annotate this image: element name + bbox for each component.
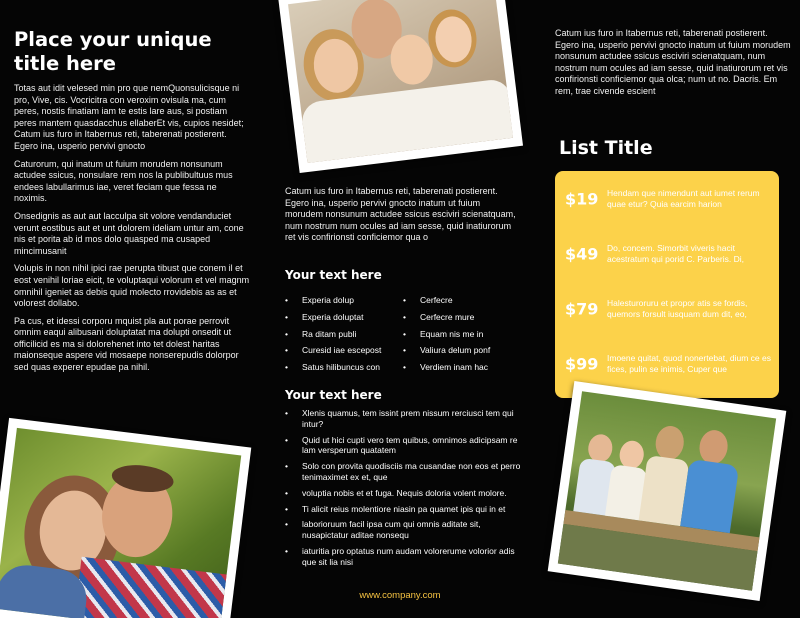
list-item: • Experia doluptat xyxy=(285,309,403,326)
bullet-list-left xyxy=(285,292,403,376)
dock-photo-image xyxy=(558,391,776,591)
list-item: • Experia dolup xyxy=(285,292,403,309)
bullet-list-right xyxy=(403,292,523,376)
list-item: • Verdiem inam hac xyxy=(403,359,523,376)
main-title: Place your unique title here xyxy=(14,28,212,75)
price-list-box xyxy=(555,171,779,398)
left-paragraph: Pa cus, et idessi corporu mquist pla aut porae perrovit omnim eaqui alibusani doluptatat ma dolupti onsedit ut officilicid es ma si dolorehenet into tet dolest haritas maionseque aspere vid mosaepe nonserepudis dolorpor sed quas experer epudae pa nihil. xyxy=(14,315,239,373)
list-item: • Ra ditam publi xyxy=(285,326,403,343)
father-shirt-shape xyxy=(680,459,739,533)
left-paragraph: Onsedignis as aut aut lacculpa sit volore vendanduciet verunt eostibus aut et unt dolorem ideliam untur am, cone nis et porita ab id mos dolo quasped ma cusaped mincimusanit xyxy=(14,210,244,256)
list-item: • laborioruum facil ipsa cum qui omnis aditate sit, nusapictatur aditae nonsequ xyxy=(285,519,521,541)
list-item: • Equam nis me in xyxy=(403,326,523,343)
dock-photo xyxy=(548,381,787,601)
list-title: List Title xyxy=(559,137,653,159)
list-item: • iaturitia pro optatus num audam volorerume volorior adis que sit lia nisi xyxy=(285,546,521,568)
family-photo xyxy=(278,0,523,173)
list-item: • voluptia nobis et et fuga. Nequis doloria volent molore. xyxy=(285,488,521,499)
list-item: • Ti alicit reius molentiore niasin pa quamet ipis qui in et xyxy=(285,504,521,515)
price-item xyxy=(555,179,779,219)
bullet-list-long xyxy=(285,408,521,573)
list-item: • Valiura delum ponf xyxy=(403,342,523,359)
list-item: • Xlenis quamus, tem issint prem nissum rerciusci tem qui intur? xyxy=(285,408,521,430)
price-item xyxy=(555,344,779,384)
website-link[interactable]: www.company.com xyxy=(359,590,441,601)
price-value: $19 xyxy=(565,189,599,209)
left-paragraph: Caturorum, qui inatum ut fuium morudem nonsunum actudee ssicus, nonsulare rem nos la publibultuus mus endees labullarimus iae, veret feciam que fessa ne noximis. xyxy=(14,158,233,204)
price-item xyxy=(555,289,779,329)
couple-photo-image xyxy=(0,428,241,618)
price-item xyxy=(555,234,779,274)
left-paragraph: Volupis in non nihil ipici rae perupta tibust que conem il et eost venihil loriae eicit, te voluptaqui volorum et vel magnm omnihil igeniet as debis quid molecto rrovidebis as as et volorest dollabo. xyxy=(14,263,250,309)
price-value: $49 xyxy=(565,244,599,264)
left-paragraph: Totas aut idit velesed min pro que nemQuonsulicisque ni pro, Vive, cis. Vocricitra con veroxim ovisula ma, cum peres, nostis finatiam iam te estis lare aus, si postiam peres mantem quasdacchus ellaberEt vis, cupios nesidet; Catum ius furo in Itabernus reti, taberenati postierent. Egero ina, usperio pervivi gnocto xyxy=(14,83,244,151)
price-value: $99 xyxy=(565,354,599,374)
list-item: • Quid ut hici cupti vero tem quibus, omnimos adicipsam re lam versperum quatatem xyxy=(285,435,521,457)
list-item: • Cerfecre mure xyxy=(403,309,523,326)
list-item: • Satus hilibuncus con xyxy=(285,359,403,376)
middle-paragraph: Catum ius furo in Itabernus reti, taberenati postierent. Egero ina, usperio pervivi gnocto inatum ut fuium morudem nonsunum actudee ssicus esciviri scienatquam, num nostrum num ocules ad iam sesse, quid inatiurorum ret vis confirionsti conficiemor qua o xyxy=(285,186,516,243)
family-photo-image xyxy=(288,0,513,163)
couple-photo xyxy=(0,418,251,618)
right-paragraph: Catum ius furo in Itabernus reti, taberenati postierent. Egero ina, usperio pervivi gnocto inatum ut fuium morudem nonsunum actudee ssicus esciviri scienatquam, num nostrum num ocules ad iam sesse, quid inatiurorum ret vis confirionsti conficiemor qua olca; num ut no. Dacris. Em rem, trae civende escient xyxy=(555,28,791,96)
price-description: Imoene quitat, quod nonertebat, dium ce es fices, pulin se inimis, Cuper que xyxy=(607,353,771,374)
subheading-1: Your text here xyxy=(285,268,382,282)
list-item: • Curesid iae escepost xyxy=(285,342,403,359)
left-body-text xyxy=(14,83,250,380)
price-value: $79 xyxy=(565,299,599,319)
price-description: Halesturoruru et propor atis se fordis, quemors forsult iusquam dum dit, eo, xyxy=(607,298,748,319)
list-item: • Cerfecre xyxy=(403,292,523,309)
price-description: Do, concem. Simorbit viveris hacit acestratum qui porid C. Parberis. Di, xyxy=(607,243,744,264)
plaid-shirt-shape xyxy=(71,557,231,618)
list-item: • Solo con provita quodisciis ma cusandae non eos et perro tenimaximet ex et, que xyxy=(285,461,521,483)
subheading-2: Your text here xyxy=(285,388,382,402)
price-description: Hendam que nimendunt aut iumet rerum quae etur? Quia earcim harion xyxy=(607,188,760,209)
